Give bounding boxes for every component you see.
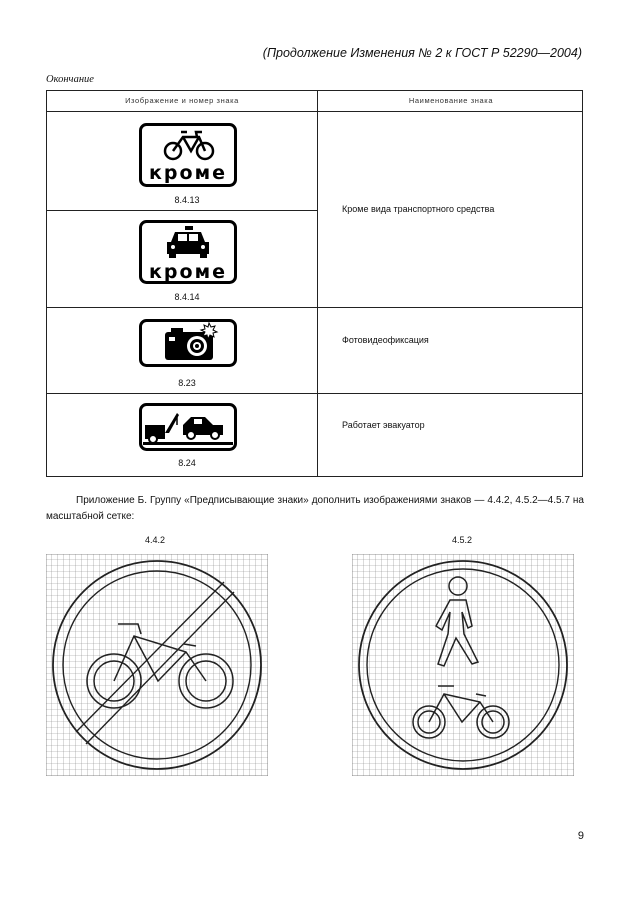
figure-label: 4.5.2 bbox=[452, 535, 473, 545]
sign-text: кроме bbox=[149, 261, 227, 283]
sign-name: Кроме вида транспортного средства bbox=[342, 204, 495, 214]
body-paragraph: Приложение Б. Группу «Предписывающие знаки» дополнить изображениями знаков — 4.4.2, 4.5.2—4.5.7 на масштабной сетке: bbox=[46, 495, 584, 522]
sign-8-23-photo-fixation bbox=[139, 319, 237, 367]
table-caption: Окончание bbox=[46, 74, 94, 85]
sign-number: 8.4.14 bbox=[174, 292, 200, 302]
column-header-image: Изображение и номер знака bbox=[125, 96, 239, 105]
scale-grid bbox=[46, 554, 268, 776]
sign-8-24-tow-truck bbox=[139, 403, 237, 451]
row-divider bbox=[47, 307, 582, 308]
sign-name: Фотовидеофиксация bbox=[342, 335, 429, 345]
column-divider bbox=[317, 91, 318, 476]
sign-8-4-13-bicycle-except bbox=[139, 123, 237, 187]
figure-label: 4.4.2 bbox=[145, 535, 166, 545]
table-header-row bbox=[47, 91, 582, 112]
sign-8-4-14-taxi-except bbox=[139, 220, 237, 284]
signs-table bbox=[46, 90, 583, 477]
document-header: (Продолжение Изменения № 2 к ГОСТ Р 52290—2004) bbox=[262, 46, 582, 60]
sign-number: 8.24 bbox=[178, 458, 196, 468]
sign-4-5-2-grid bbox=[352, 554, 574, 776]
scale-grid bbox=[352, 554, 574, 776]
sign-name: Работает эвакуатор bbox=[342, 420, 425, 430]
row-divider bbox=[47, 393, 582, 394]
sign-number: 8.4.13 bbox=[174, 195, 200, 205]
sign-text: кроме bbox=[149, 162, 227, 184]
sign-4-4-2-grid bbox=[46, 554, 268, 776]
column-header-name: Наименование знака bbox=[408, 96, 494, 105]
page-number: 9 bbox=[577, 830, 584, 842]
row-divider bbox=[47, 210, 317, 211]
sign-number: 8.23 bbox=[178, 378, 196, 388]
